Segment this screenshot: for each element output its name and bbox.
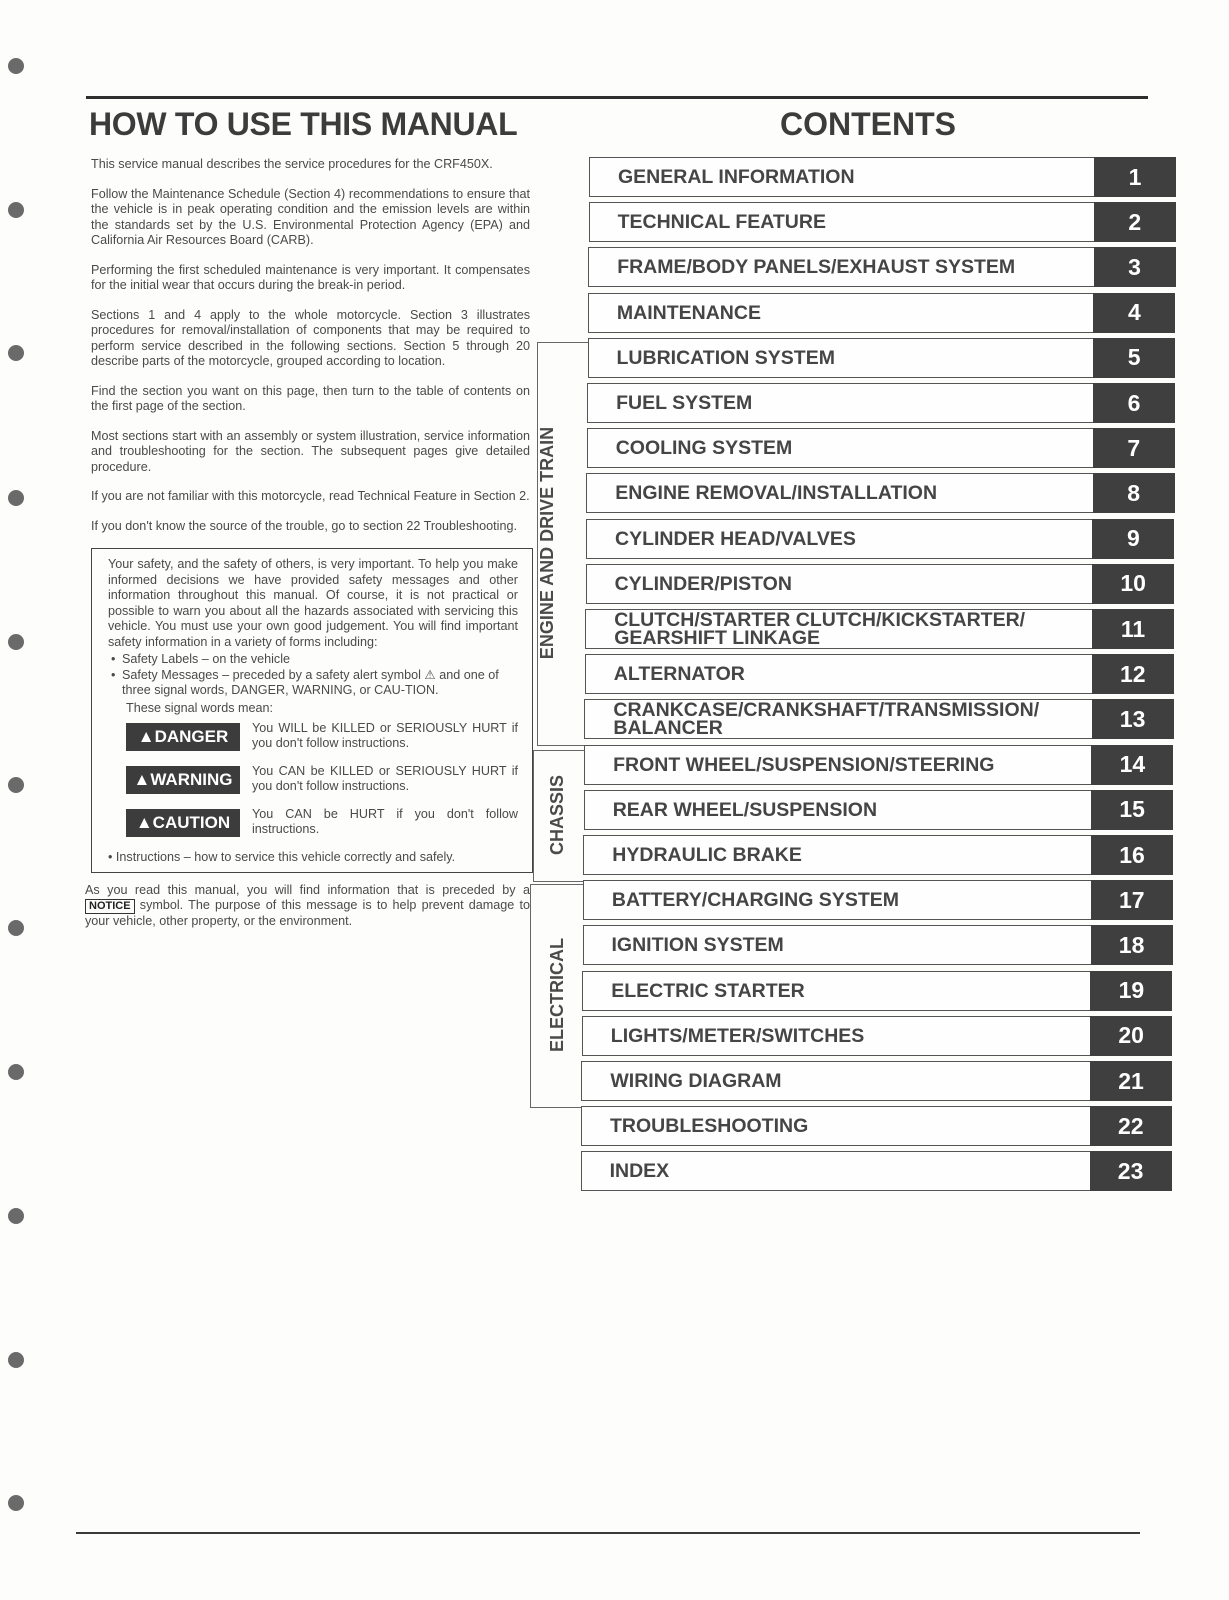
punch-hole — [8, 202, 24, 218]
toc-row[interactable] — [584, 790, 1174, 830]
manual-title: HOW TO USE THIS MANUAL — [89, 106, 518, 142]
punch-hole — [8, 490, 24, 506]
warning-text: You CAN be KILLED or SERIOUSLY HURT if you don't follow instructions. — [252, 763, 518, 793]
paragraph: Sections 1 and 4 apply to the whole motorcycle. Section 3 illustrates procedures for removal/installation of components that may be required to perform service described in the following sections. Section 5 through 20 describe parts of the motorcycle, grouped according to location. — [91, 307, 530, 368]
toc-section-number: 23 — [1090, 1151, 1172, 1191]
toc-label: IGNITION SYSTEM — [611, 934, 784, 957]
group-label-engine: ENGINE AND DRIVE TRAIN — [537, 426, 557, 660]
caution-text: You CAN be HURT if you don't follow instructions. — [252, 806, 518, 836]
toc-row[interactable] — [583, 880, 1173, 920]
toc-row[interactable] — [586, 564, 1175, 604]
group-label-chassis: CHASSIS — [547, 775, 567, 856]
toc-label: CRANKCASE/CRANKSHAFT/TRANSMISSION/ BALANCER — [613, 699, 1040, 740]
paragraph: If you are not familiar with this motorcycle, read Technical Feature in Section 2. — [91, 489, 530, 503]
toc-section-number: 12 — [1092, 654, 1174, 694]
toc-label: CYLINDER HEAD/VALVES — [615, 527, 856, 550]
danger-text: You WILL be KILLED or SERIOUSLY HURT if you don't follow instructions. — [252, 720, 518, 750]
toc-row[interactable] — [588, 293, 1176, 333]
toc-section-number: 7 — [1093, 428, 1175, 468]
punch-hole — [8, 1208, 24, 1224]
toc-section-number: 22 — [1090, 1106, 1172, 1146]
signal-danger — [126, 721, 518, 752]
toc-section-number: 1 — [1094, 157, 1176, 197]
toc-row[interactable] — [581, 1061, 1172, 1101]
toc-row[interactable] — [583, 925, 1173, 965]
toc-row[interactable] — [581, 1106, 1172, 1146]
toc-section-number: 3 — [1094, 247, 1176, 287]
toc-label: INDEX — [609, 1160, 670, 1183]
toc-section-number: 2 — [1094, 202, 1176, 242]
signal-intro: These signal words mean: — [126, 700, 273, 715]
warning-badge: ▲WARNING — [126, 766, 240, 794]
toc-section-number: 15 — [1091, 790, 1173, 830]
toc-row[interactable] — [585, 609, 1174, 649]
toc-label: GENERAL INFORMATION — [618, 166, 855, 188]
how-to-use-section — [85, 106, 530, 930]
danger-badge: ▲DANGER — [126, 723, 240, 751]
toc-label: ENGINE REMOVAL/INSTALLATION — [615, 482, 938, 505]
safety-bullet: • Safety Messages – preceded by a safety alert symbol ⚠ and one of three signal words, DANGER, WARNING, or CAU-TION. — [108, 668, 518, 699]
top-rule — [86, 96, 1148, 99]
toc-section-number: 11 — [1092, 609, 1174, 649]
toc-row[interactable] — [581, 1151, 1172, 1191]
toc-row[interactable] — [584, 745, 1173, 785]
toc-section-number: 17 — [1091, 880, 1173, 920]
toc-row[interactable] — [582, 1016, 1172, 1056]
toc-section-number: 18 — [1091, 925, 1173, 965]
toc-label: BATTERY/CHARGING SYSTEM — [611, 889, 899, 912]
toc-label: FUEL SYSTEM — [616, 392, 753, 414]
toc-row[interactable] — [588, 247, 1175, 287]
paragraph: Performing the first scheduled maintenance is very important. It compensates for the initial wear that occurs during the break-in period. — [91, 262, 530, 292]
toc-row[interactable] — [586, 473, 1174, 513]
safety-bullet: • Safety Labels – on the vehicle — [108, 652, 518, 668]
toc-label: LIGHTS/METER/SWITCHES — [610, 1024, 865, 1047]
notice-text-before: As you read this manual, you will find information that is preceded by a — [85, 882, 530, 897]
toc-section-number: 21 — [1090, 1061, 1172, 1101]
paragraph: Most sections start with an assembly or system illustration, service information and troubleshooting for the section. The subsequent pages give detailed procedure. — [91, 428, 530, 474]
toc-section-number: 13 — [1092, 699, 1174, 739]
toc-row[interactable] — [586, 519, 1174, 559]
punch-hole — [8, 58, 24, 74]
signal-warning — [126, 764, 518, 795]
punch-hole — [8, 634, 24, 650]
toc-section-number: 10 — [1092, 564, 1174, 604]
punch-hole — [8, 1352, 24, 1368]
toc-label: WIRING DIAGRAM — [610, 1070, 782, 1092]
toc-label: COOLING SYSTEM — [615, 437, 793, 460]
toc-label: FRONT WHEEL/SUSPENSION/STEERING — [613, 753, 995, 776]
toc-section-number: 8 — [1093, 473, 1175, 513]
toc-label: ELECTRIC STARTER — [611, 979, 805, 1002]
safety-intro: Your safety, and the safety of others, is very important. To help you make informed decisions we have provided safety messages and other information throughout this manual. Of course, it is not practical or possible to warn you about all the hazards associated with servicing this vehicle. You must use your own good judgement. You will find important safety information in a variety of forms including: — [108, 557, 518, 649]
group-label-electrical: ELECTRICAL — [547, 938, 567, 1052]
punch-hole — [8, 1064, 24, 1080]
toc-label: FRAME/BODY PANELS/EXHAUST SYSTEM — [617, 256, 1016, 279]
instructions-bullet: • Instructions – how to service this vehicle correctly and safely. — [108, 849, 456, 864]
toc-row[interactable] — [587, 383, 1175, 423]
paragraph: If you don't know the source of the trouble, go to section 22 Troubleshooting. — [91, 518, 517, 533]
punch-hole — [8, 345, 24, 361]
signal-caution — [126, 807, 518, 838]
toc-row[interactable] — [584, 699, 1173, 739]
punch-hole — [8, 1495, 24, 1511]
toc-section-number: 20 — [1090, 1016, 1172, 1056]
punch-hole — [8, 920, 24, 936]
toc-label: CLUTCH/STARTER CLUTCH/KICKSTARTER/ GEARSHIFT LINKAGE — [614, 609, 1026, 649]
notice-paragraph — [85, 883, 530, 930]
paragraph: This service manual describes the service procedures for the CRF450X. — [91, 157, 493, 171]
toc-section-number: 5 — [1093, 338, 1175, 378]
toc-row[interactable] — [585, 654, 1174, 694]
toc-label: TROUBLESHOOTING — [610, 1115, 809, 1138]
toc-section-number: 6 — [1093, 383, 1175, 423]
toc-label: MAINTENANCE — [616, 301, 761, 324]
toc-section-number: 16 — [1091, 835, 1173, 875]
caution-badge: ▲CAUTION — [126, 809, 240, 837]
paragraph: Find the section you want on this page, then turn to the table of contents on the first page of the section. — [91, 383, 530, 413]
safety-bullets — [108, 652, 518, 699]
toc-section-number: 19 — [1090, 971, 1172, 1011]
notice-symbol: NOTICE — [85, 899, 135, 914]
toc-row[interactable] — [589, 157, 1176, 197]
toc-label: TECHNICAL FEATURE — [617, 211, 826, 234]
toc-label: ALTERNATOR — [613, 663, 745, 686]
bottom-rule — [76, 1532, 1140, 1534]
toc-section-number: 14 — [1091, 745, 1173, 785]
toc-section-number: 9 — [1092, 519, 1174, 559]
contents-title: CONTENTS — [780, 106, 956, 142]
notice-text-after: symbol. The purpose of this message is to help prevent damage to your vehicle, other property, or the environment. — [85, 898, 530, 928]
toc-row[interactable] — [583, 835, 1173, 875]
toc-row[interactable] — [588, 338, 1176, 378]
toc-label: HYDRAULIC BRAKE — [612, 844, 802, 866]
toc-section-number: 4 — [1093, 293, 1175, 333]
toc-row[interactable] — [582, 971, 1172, 1011]
toc-row[interactable] — [587, 428, 1175, 468]
toc-label: REAR WHEEL/SUSPENSION — [612, 798, 878, 821]
toc-label: LUBRICATION SYSTEM — [616, 346, 835, 369]
toc-label: CYLINDER/PISTON — [614, 572, 792, 595]
paragraph: Follow the Maintenance Schedule (Section 4) recommendations to ensure that the vehicle is in peak operating condition and the emission levels are within the standards set by the U.S. Environmental Protection Agency (EPA) and California Air Resources Board (CARB). — [91, 186, 530, 247]
punch-hole — [8, 777, 24, 793]
toc-row[interactable] — [589, 202, 1176, 242]
safety-box — [91, 548, 533, 873]
